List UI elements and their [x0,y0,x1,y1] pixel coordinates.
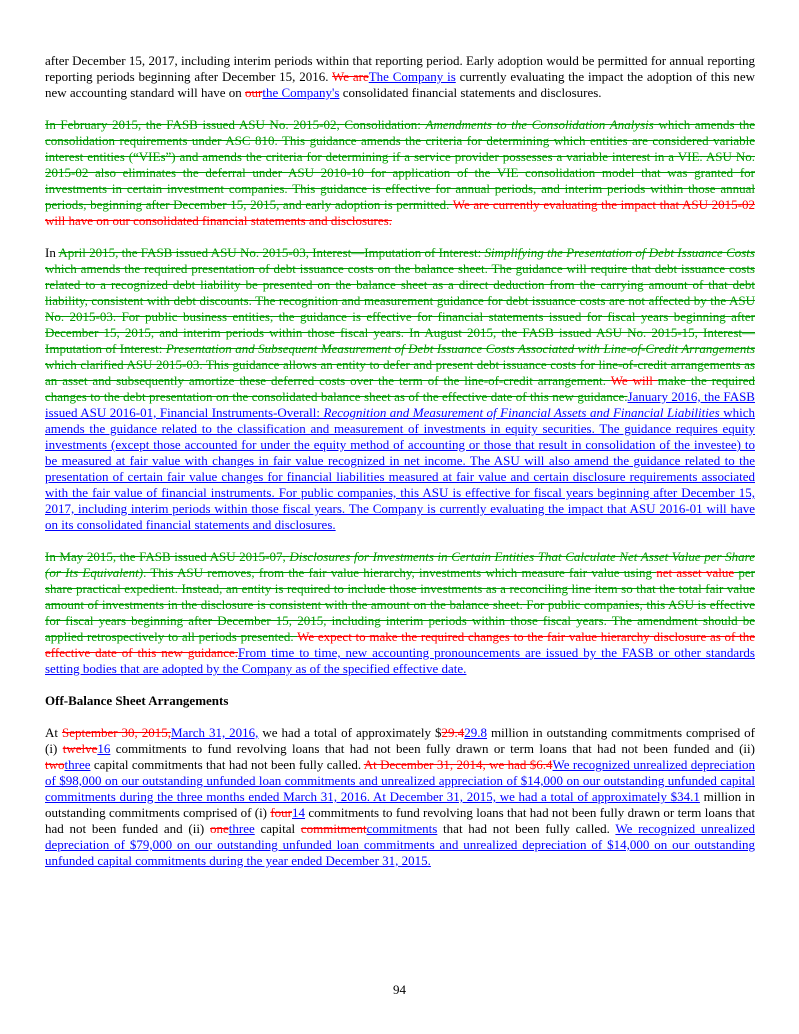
text-run: commitments to fund revolving loans that had not been fully drawn or term loans that had not been funded and (ii) [110,741,755,756]
text-run: currently evaluating the impact the adoption of this new new accounting standard will have on [45,69,755,100]
paragraph [45,245,755,533]
inserted-text-run: From time to time, new accounting pronouncements are issued by the FASB or other standards setting bodies that are adopted by the Company as of the specified effective date. [45,645,755,676]
deleted-original-text-run: per share practical expedient. Instead, an entity is required to include those investments as a reconciling line item so that the total fair value amount of investments in the disclosure is consistent with the amount on the balance sheet. For public companies, this ASU is effective for fiscal years beginning after December 15, 2015, including interim periods within those fiscal years. The amendment should be applied retrospectively to all periods presented. [45,565,755,644]
deleted-original-title-run: Simplifying the Presentation of Debt Issuance Costs [484,245,755,260]
deleted-text-run: We expect to make the required changes to the fair value hierarchy disclosure as of the effective date of this new guidance. [45,629,756,660]
inserted-text-run: 16 [97,741,111,756]
inserted-text-run: 29.8 [464,725,488,740]
deleted-text-run: net asset value [656,565,735,580]
inserted-text-run: The Company is [368,69,456,84]
deleted-original-title-run: Disclosures for Investments in Certain Entities That Calculate Net Asset Value per Share (or Its Equivalent) [45,549,755,580]
inserted-text-run: the Company's [262,85,340,100]
deleted-original-text-run: In May 2015, the FASB issued ASU 2015-07, [45,549,290,564]
inserted-text-run: commitments [366,821,438,836]
inserted-text-run: three [228,821,255,836]
deleted-original-text-run: which amends the required presentation of debt issuance costs on the balance sheet. The guidance will require that debt issuance costs related to a recognized debt liability be presented on the balance sheet as a direct deduction from the carrying amount of that debt liability, consistent with debt discounts. The recognition and measurement guidance for debt issuance costs are not affected by the ASU No. 2015-03. For public business entities, the guidance is effective for financial statements issued for fiscal years beginning after December 15, 2015, and interim periods within those fiscal years. In August 2015, the FASB issued ASU No. 2015-15, Interest—Imputation of Interest: [45,261,755,356]
deleted-original-text-run: which clarified ASU 2015-03. This guidance allows an entity to defer and present debt issuance costs for line-of-credit arrangements as an asset and subsequently amortize these deferred costs over the term of the line-of-credit arrangement. [45,357,755,388]
deleted-original-text-run: make the required changes to the debt presentation on the consolidated balance sheet as of the effective date of this new guidance. [45,373,756,404]
deleted-original-text-run: April 2015, the FASB issued ASU No. 2015-03, Interest—Imputation of Interest: [58,245,485,260]
text-run: capital [254,821,301,836]
deleted-text-run: September 30, 2015, [61,725,172,740]
paragraph [45,725,755,869]
inserted-text-run: January 2016, the FASB issued ASU 2016-01, Financial Instruments-Overall: [45,389,755,420]
deleted-original-title-run: Amendments to the Consolidation Analysis [425,117,654,132]
deleted-original-text-run: . This ASU removes, from the fair value hierarchy, investments which measure fair value using [143,565,657,580]
inserted-text-run: March 31, 2016, [171,725,259,740]
page-number: 94 [393,982,406,997]
inserted-text-run: which amends the guidance related to the classification and measurement of investments in equity securities. The guidance requires equity investments (except those accounted for under the equity method of accounting or those that result in consolidation of the investee) to be measured at fair value with changes in fair value recognized in net income. The ASU will also amend the guidance related to the presentation of certain fair value changes for financial liabilities measured at fair value and certain disclosure requirements associated with the fair value of financial instruments. For public companies, this ASU is effective for fiscal years beginning after December 15, 2017, including interim periods within those fiscal years. The Company is currently evaluating the impact that ASU 2016-01 will have on its consolidated financial statements and disclosures. [45,405,755,532]
text-run: million in outstanding commitments comprised of (i) [45,789,755,820]
deleted-text-run: 29.4 [441,725,465,740]
text-run: In [45,245,59,260]
deleted-text-run: commitment [300,821,367,836]
document-content [45,53,755,885]
text-run: we had a total of approximately $ [258,725,442,740]
deleted-text-run: our [245,85,263,100]
deleted-original-title-run: Presentation and Subsequent Measurement of Debt Issuance Costs Associated with Line-of-Credit Arrangements [165,341,756,356]
deleted-text-run: We are currently evaluating the impact that ASU 2015-02 will have on our consolidated financial statements and disclosures. [45,197,755,228]
text-run: commitments to fund revolving loans that had not been fully drawn or term loans that had not been funded and (ii) [45,805,755,836]
text-run: capital commitments that had not been fully called. [90,757,364,772]
deleted-text-run: one [209,821,229,836]
deleted-text-run: At December 31, 2014, we had $6.4 [363,757,553,772]
inserted-text-run: three [64,757,91,772]
deleted-text-run: twelve [62,741,98,756]
deleted-original-text-run: In February 2015, the FASB issued ASU No. 2015-02, Consolidation: [45,117,426,132]
inserted-text-run: 14 [292,805,306,820]
deleted-text-run: We are [332,69,369,84]
text-run: At [45,725,62,740]
inserted-text-run: We recognized unrealized depreciation of $79,000 on our outstanding unfunded loan commitments and unrealized depreciation of $14,000 on our outstanding unfunded capital commitments during the year ended December 31, 2015. [45,821,755,868]
section-heading-text: Off-Balance Sheet Arrangements [45,693,229,708]
section-heading [45,693,755,709]
paragraph [45,549,755,677]
paragraph [45,117,755,229]
text-run: after December 15, 2017, including interim periods within that reporting period. Early adoption would be permitted for annual reporting reporting periods beginning after December 15, 2016. [45,53,755,84]
deleted-text-run: We will [610,373,658,388]
text-run: million in outstanding commitments comprised of (i) [45,725,755,756]
paragraph [45,53,755,101]
inserted-text-run: We recognized unrealized depreciation of $98,000 on our outstanding unfunded loan commitments and unrealized appreciation of $14,000 on our outstanding unfunded capital commitments during the three months ended March 31, 2016. At December 31, 2015, we had a total of approximately $34.1 [45,757,755,804]
deleted-text-run: four [270,805,293,820]
text-run: consolidated financial statements and disclosures. [339,85,602,100]
inserted-title-run: Recognition and Measurement of Financial Assets and Financial Liabilities [323,405,720,420]
deleted-original-text-run: which amends the consolidation requirements under ASC 810. This guidance amends the criteria for determining which entities are considered variable interest entities (“VIEs”) and amends the criteria for determining if a service provider possesses a variable interest in a VIE. ASU No. 2015-02 also eliminates the deferral under ASU 2010-10 for application of the VIE consolidation model that was granted for investments in certain investment companies. This guidance is effective for annual periods, and interim periods within those annual periods, beginning after December 15, 2015, and early adoption is permitted. [45,117,756,212]
text-run: that had not been fully called. [437,821,616,836]
deleted-text-run: two [45,757,65,772]
